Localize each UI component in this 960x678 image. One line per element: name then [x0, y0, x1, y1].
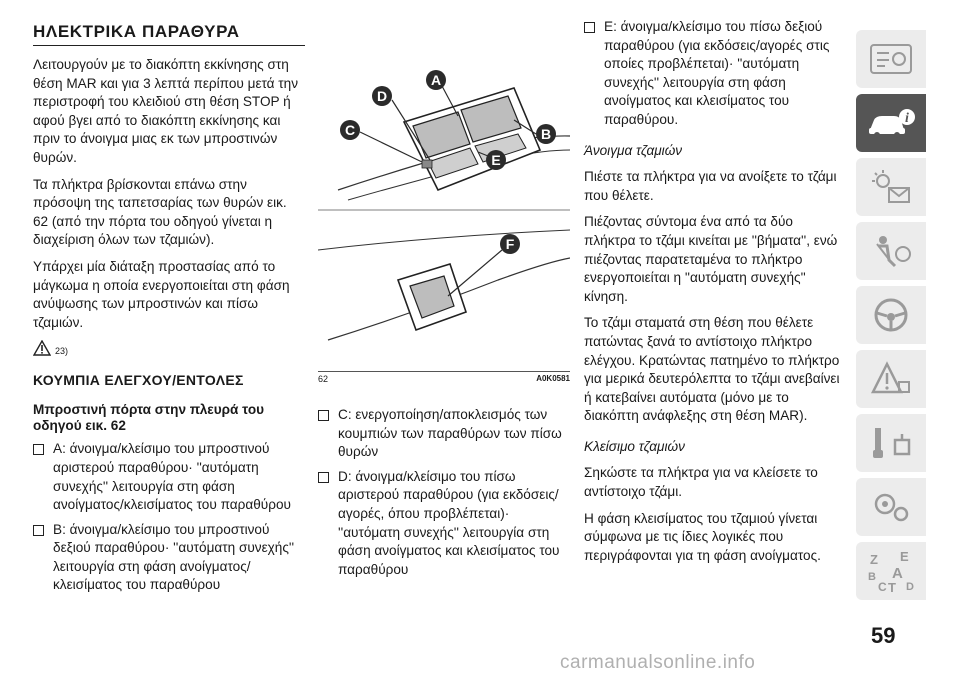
column-middle	[318, 406, 570, 585]
warning-note	[33, 340, 305, 356]
svg-text:F: F	[505, 236, 515, 252]
tab-warning-lights[interactable]	[856, 158, 926, 216]
figure-62	[318, 40, 570, 380]
opening-windows-title: Άνοιγμα τζαμιών	[584, 142, 683, 158]
warning-lights-icon	[869, 168, 913, 206]
page-title: ΗΛΕΚΤΡΙΚΑ ΠΑΡΑΘΥΡΑ	[33, 22, 305, 46]
svg-text:E: E	[900, 549, 909, 564]
svg-text:C: C	[878, 580, 887, 594]
svg-text:T: T	[888, 580, 896, 594]
svg-text:B: B	[868, 571, 876, 583]
car-info-icon	[866, 106, 916, 140]
list-item-text: B: άνοιγμα/κλείσιμο του μπροστινού δεξιού παραθύρου· ''αυτόματη συνεχής'' λειτουργία στη φάση ανοίγματος/κλεισίματος του παραθύρου	[53, 521, 295, 593]
steering-icon	[871, 295, 911, 335]
svg-text:E: E	[491, 152, 501, 168]
svg-text:A: A	[892, 565, 903, 582]
technical-data-icon	[869, 488, 913, 526]
warning-triangle-icon	[33, 340, 51, 356]
closing-paragraph-2: Η φάση κλεισίματος του τζαμιού γίνεται σύμφωνα με τις ίδιες λογικές που περιγράφονται για τη φάση ανοίγματος.	[584, 510, 821, 563]
checkbox-bullet-icon	[33, 444, 44, 455]
rear-switch	[398, 264, 466, 330]
list-item-text: E: άνοιγμα/κλείσιμο του πίσω δεξιού παραθύρου (για εκδόσεις/αγορές στις οποίες προβλέπεται)· ''αυτόματη συνεχής'' λειτουργία στη φάση ανοίγματος και κλεισίματος του παραθύρου.	[604, 19, 830, 127]
list-item-text: C: ενεργοποίηση/αποκλεισμός των κουμπιών των παραθύρων των πίσω θυρών	[338, 407, 562, 460]
checkbox-bullet-icon	[33, 525, 44, 536]
anti-pinch-paragraph: Υπάρχει μία διάταξη προστασίας από το μάγκωμα η οποία ενεργοποιείται στη φάση ανύψωσης των μπροστινών και πίσω τζαμιών.	[33, 258, 290, 330]
maintenance-icon	[869, 424, 913, 462]
label-f	[448, 234, 520, 296]
svg-text:A: A	[430, 72, 442, 88]
watermark: carmanualsonline.info	[560, 652, 756, 673]
list-item-b	[33, 521, 305, 595]
svg-text:D: D	[376, 88, 388, 104]
svg-text:i: i	[905, 111, 909, 126]
svg-text:D: D	[906, 581, 914, 593]
opening-paragraph-3: Το τζάμι σταματά στη θέση που θέλετε πατώντας ξανά το αντίστοιχο πλήκτρο ελέγχου. Κρατώντας πατημένο το πλήκτρο για μερικά δευτερόλεπτα το τζάμι ανεβαίνει ή κατεβαίνει αυτόματα (μόνο με το διακόπτη ανάφλεξης στη θέση MAR).	[584, 315, 840, 424]
tab-emergency[interactable]	[856, 350, 926, 408]
opening-paragraph-1: Πιέστε τα πλήκτρα για να ανοίξετε το τζάμι που θέλετε.	[584, 169, 837, 203]
closing-windows-title: Κλείσιμο τζαμιών	[584, 438, 685, 454]
buttons-location-paragraph: Τα πλήκτρα βρίσκονται επάνω στην πρόσοψη της ταπετσαρίας των θυρών εικ. 62 (από την πόρτα του οδηγού γίνεται η διαχείριση όλων των τζαμιών).	[33, 176, 287, 248]
intro-paragraph: Λειτουργούν με το διακόπτη εκκίνησης στη θέση MAR και για 3 λεπτά περίπου μετά την περιστροφή του κλειδιού στη θέση STOP ή αφού βγει από το διακόπτη εκκίνησης και πριν το άνοιγμα μιας εκ των μπροστινών θυρών.	[33, 57, 299, 165]
tab-safety[interactable]	[856, 222, 926, 280]
figure-caption	[318, 371, 570, 388]
column-left	[33, 56, 305, 601]
list-item-text: D: άνοιγμα/κλείσιμο του πίσω αριστερού παραθύρου (για εκδόσεις/αγορές, όπου προβλέπεται)· ''αυτόματη συνεχής'' λειτουργία στη φάση ανοίγματος και κλεισίματος του παραθύρου	[338, 468, 560, 577]
opening-paragraph-2: Πιέζοντας σύντομα ένα από τα δύο πλήκτρα το τζάμι κινείται με ''βήματα'', ενώ πιέζοντας παρατεταμένα το πλήκτρο ενεργοποιείται η ''αυτόματη συνεχής'' κίνηση.	[584, 214, 838, 304]
checkbox-bullet-icon	[318, 472, 329, 483]
tab-index[interactable]	[856, 542, 926, 600]
list-item-d	[318, 468, 570, 580]
tab-maintenance[interactable]	[856, 414, 926, 472]
figure-code: A0K0581	[536, 374, 570, 383]
warning-reference: 23)	[55, 346, 69, 357]
list-item-text: A: άνοιγμα/κλείσιμο του μπροστινού αριστερού παραθύρου· ''αυτόματη συνεχής'' λειτουργία στη φάση ανοίγματος/κλεισίματος του παραθύρου	[53, 441, 291, 513]
dashboard-icon	[869, 42, 913, 76]
checkbox-bullet-icon	[318, 410, 329, 421]
tab-car-info[interactable]	[856, 94, 926, 152]
svg-text:B: B	[540, 126, 552, 142]
tab-technical-data[interactable]	[856, 478, 926, 536]
index-icon	[864, 548, 918, 594]
safety-icon	[869, 232, 913, 270]
column-right	[584, 18, 846, 573]
list-item-a	[33, 440, 305, 514]
figure-number: 62	[318, 374, 329, 384]
checkbox-bullet-icon	[584, 22, 595, 33]
emergency-icon	[869, 360, 913, 398]
list-item-c	[318, 406, 570, 462]
section-title: ΚΟΥΜΠΙΑ ΕΛΕΓΧΟΥ/ΕΝΤΟΛΕΣ	[33, 372, 244, 389]
tab-dashboard[interactable]	[856, 30, 926, 88]
svg-text:C: C	[344, 122, 356, 138]
subsection-title: Μπροστινή πόρτα στην πλευρά του οδηγού εικ. 62	[33, 402, 265, 434]
closing-paragraph-1: Σηκώστε τα πλήκτρα για να κλείσετε το αντίστοιχο τζάμι.	[584, 465, 818, 500]
page-number: 59	[871, 623, 896, 648]
chapter-sidebar	[856, 30, 926, 606]
list-item-e	[584, 18, 846, 130]
svg-text:Z: Z	[870, 552, 878, 567]
tab-steering[interactable]	[856, 286, 926, 344]
